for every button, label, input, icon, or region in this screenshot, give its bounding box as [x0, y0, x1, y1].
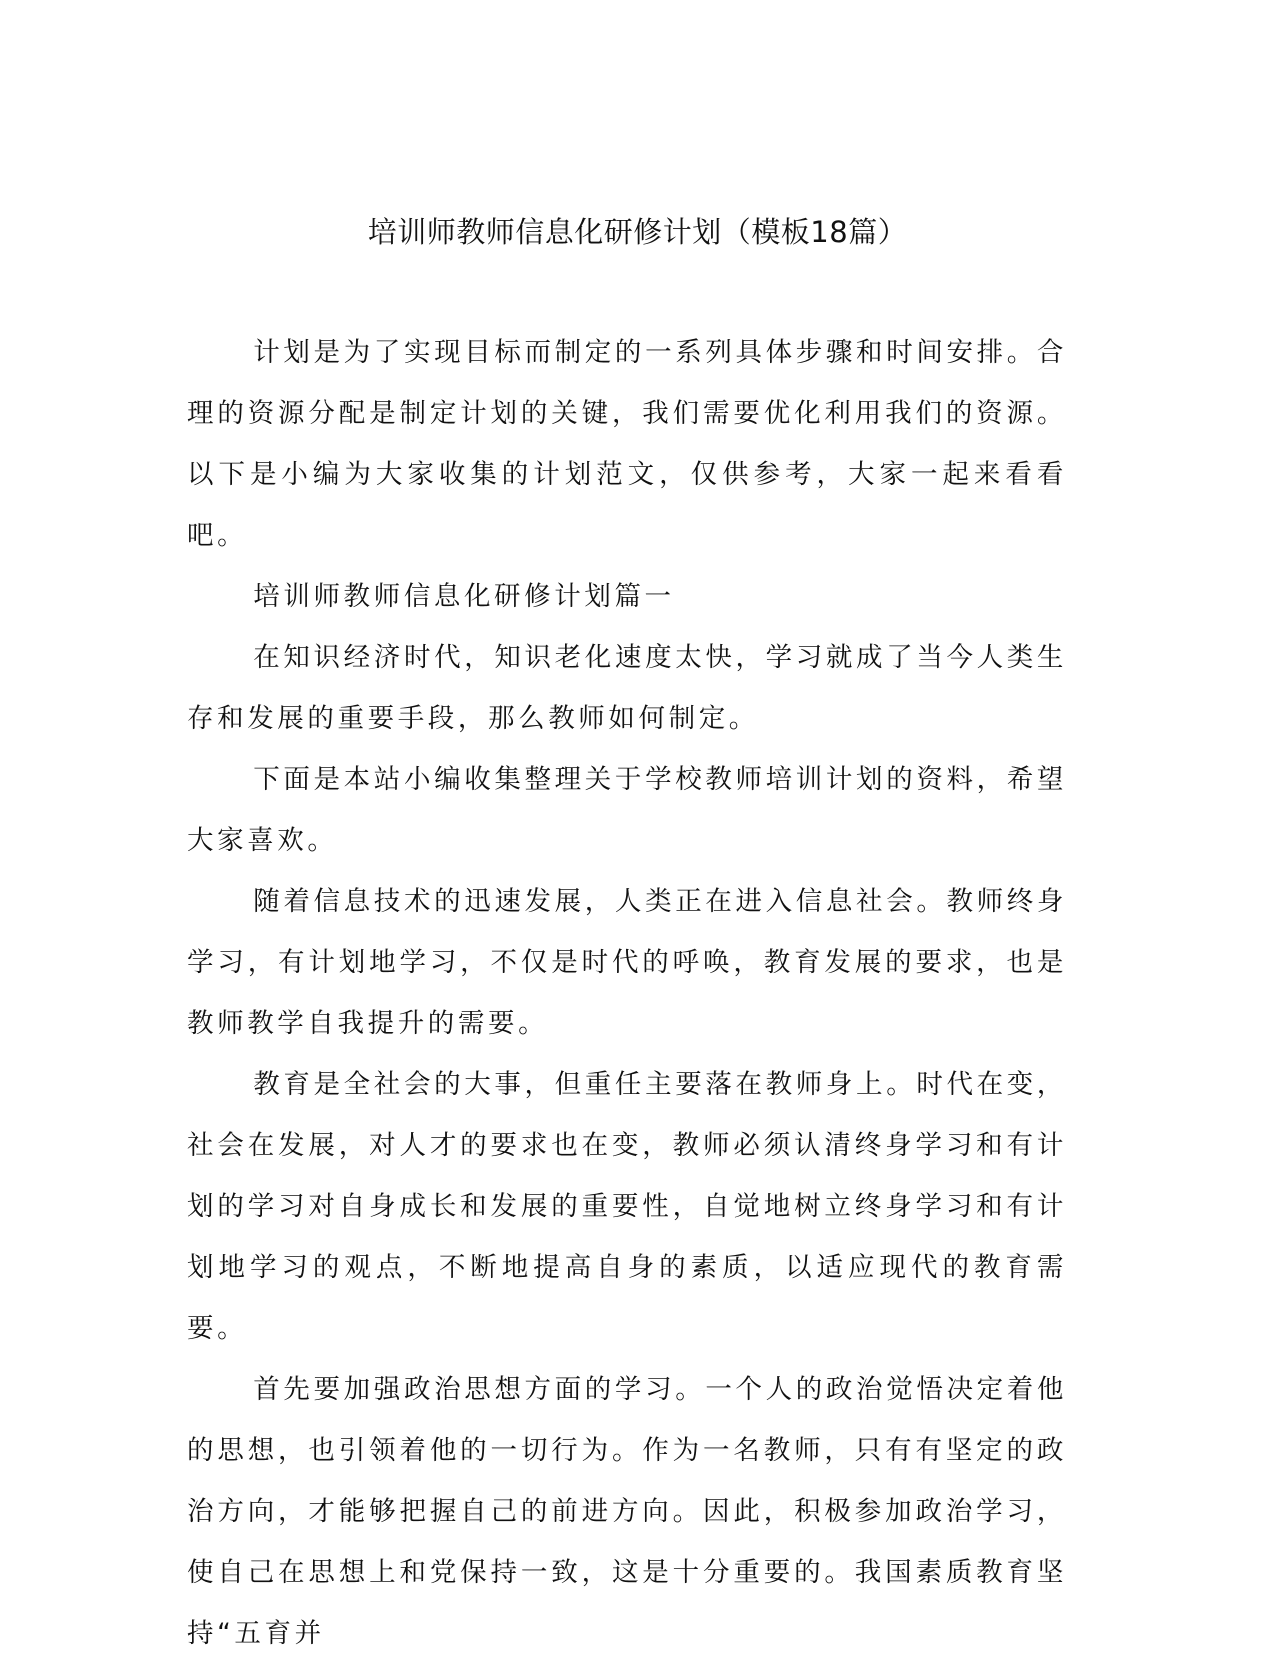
section-heading: 培训师教师信息化研修计划篇一: [253, 581, 675, 612]
paragraph: 在知识经济时代，知识老化速度太快，学习就成了当今人类生存和发展的重要手段，那么教师如何制定。: [187, 642, 1067, 734]
paragraph: 随着信息技术的迅速发展，人类正在进入信息社会。教师终身学习，有计划地学习，不仅是时代的呼唤，教育发展的要求，也是教师教学自我提升的需要。: [187, 886, 1067, 1039]
paragraph: 教育是全社会的大事，但重任主要落在教师身上。时代在变，社会在发展，对人才的要求也在变，教师必须认清终身学习和有计划的学习对自身成长和发展的重要性，自觉地树立终身学习和有计划地学习的观点，不断地提高自身的素质，以适应现代的教育需要。: [187, 1069, 1067, 1344]
document-title: 培训师教师信息化研修计划（模板18篇）: [367, 215, 908, 249]
document-body: [187, 322, 1067, 1664]
paragraph: 首先要加强政治思想方面的学习。一个人的政治觉悟决定着他的思想，也引领着他的一切行为。作为一名教师，只有有坚定的政治方向，才能够把握自己的前进方向。因此，积极参加政治学习，使自己在思想上和党保持一致，这是十分重要的。我国素质教育坚持“五育并: [187, 1374, 1067, 1649]
paragraph: 下面是本站小编收集整理关于学校教师培训计划的资料，希望大家喜欢。: [187, 764, 1067, 856]
paragraph-intro: 计划是为了实现目标而制定的一系列具体步骤和时间安排。合理的资源分配是制定计划的关键，我们需要优化利用我们的资源。以下是小编为大家收集的计划范文，仅供参考，大家一起来看看吧。: [187, 337, 1067, 551]
